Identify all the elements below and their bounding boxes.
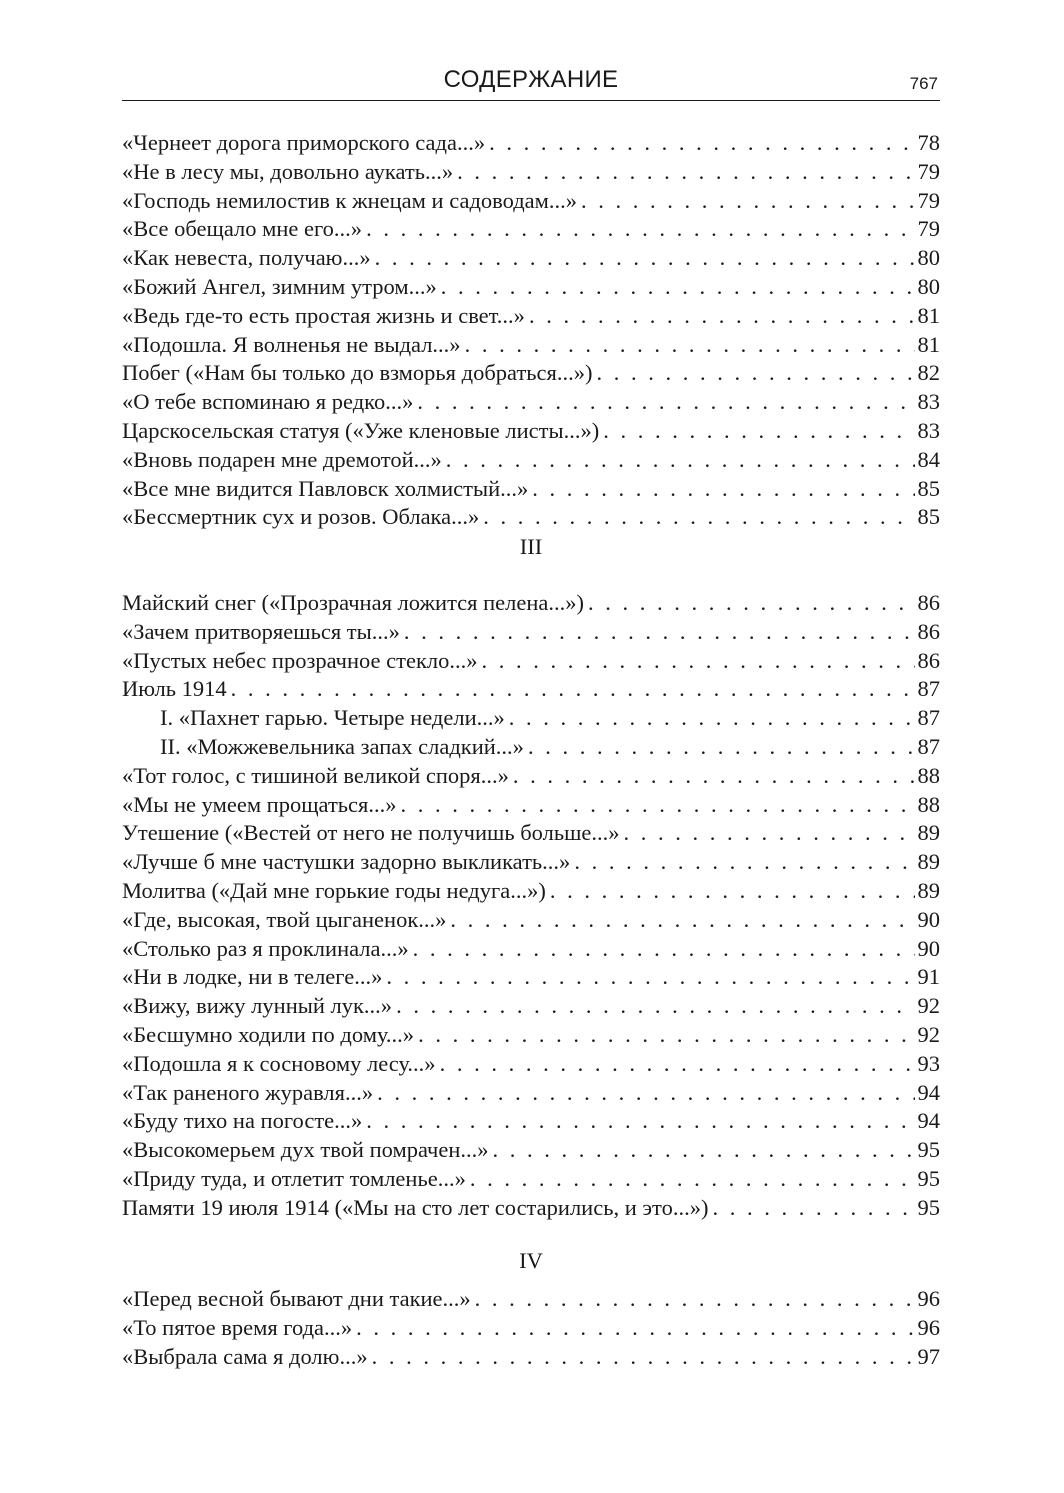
toc-entry-title: «Перед весной бывают дни такие...» [122,1286,471,1311]
toc-entry[interactable] [122,877,940,906]
toc-entry-page: 85 [917,475,940,501]
toc-entry[interactable] [122,302,940,331]
toc-entry-page: 86 [917,590,940,615]
toc-entry-page: 81 [917,302,940,328]
toc-entry-title: «Столько раз я проклинала...» [122,935,409,961]
toc-entry-page: 80 [917,273,940,299]
toc-entry-title: Майский снег («Прозрачная ложится пелена...») [122,590,585,615]
toc-entry-page: 96 [917,1314,940,1340]
toc-entry-title: «Господь немилостив к жнецам и садоводам...» [122,187,578,213]
leader-dots [581,187,914,216]
toc-subentry[interactable] [122,733,940,762]
section-heading-iii: III [519,534,543,559]
toc-entry-title: «О тебе вспоминаю я редко...» [122,389,414,415]
toc-entry[interactable] [122,129,940,158]
toc-entry[interactable] [122,963,940,992]
toc-entry-page: 79 [917,216,940,242]
toc-entry-title: «Бессмертник сух и розов. Облака...» [122,504,480,530]
toc-entry-title: Июль 1914 [122,676,227,702]
toc-entry-page: 86 [917,647,940,673]
toc-entry-page: 79 [917,158,940,184]
toc-entry-title: «Зачем притворяешься ты...» [122,618,400,644]
toc-entry-title: «Тот голос, с тишиной великой споря...» [122,762,509,788]
leader-dots [396,992,914,1021]
toc-entry-page: 94 [917,1108,940,1134]
toc-entry-page: 87 [917,676,940,702]
leader-dots [413,935,915,964]
leader-dots [624,819,915,848]
toc-entry-page: 86 [917,618,940,644]
toc-entry-title: Утешение («Вестей от него не получишь больше...» [122,820,620,846]
toc-entry-page: 89 [917,849,940,875]
toc-block-section-iii [122,589,940,1223]
toc-entry-page: 92 [917,1021,940,1047]
toc-entry-title: II. «Можжевельника запах сладкий...» [160,733,524,759]
toc-entry[interactable] [122,158,940,187]
toc-entry[interactable] [122,475,940,504]
toc-entry-title: Молитва («Дай мне горькие годы недуга...») [122,877,546,903]
toc-entry-title: I. «Пахнет гарью. Четыре недели...» [160,705,505,731]
running-header [122,62,940,101]
toc-entry[interactable] [122,388,940,417]
leader-dots [483,503,914,532]
toc-entry-page: 80 [917,245,940,271]
leader-dots [441,273,915,302]
toc-entry[interactable] [122,1021,940,1050]
toc-entry[interactable] [122,618,940,647]
toc-entry[interactable] [122,1050,940,1079]
leader-dots [603,417,914,446]
toc-entry[interactable] [122,848,940,877]
toc-entry[interactable] [122,331,940,360]
leader-dots [375,244,915,273]
toc-entry-page: 88 [917,762,940,788]
toc-entry-page: 89 [917,877,940,903]
leader-dots [231,675,915,704]
leader-dots [440,1050,915,1079]
toc-entry-title: «Не в лесу мы, довольно аукать...» [122,158,454,184]
toc-entry-page: 95 [917,1137,940,1163]
toc-entry[interactable] [122,446,940,475]
leader-dots [574,848,914,877]
toc-entry-title: «Мы не умеем прощаться...» [122,791,397,817]
running-header-title: СОДЕРЖАНИЕ [443,66,619,93]
toc-entry-page: 95 [917,1194,940,1220]
toc-entry-page: 90 [917,906,940,932]
toc-entry-page: 88 [917,791,940,817]
toc-entry[interactable] [122,906,940,935]
leader-dots [597,359,915,388]
toc-entry[interactable] [122,935,940,964]
toc-entry[interactable] [122,675,940,704]
leader-dots [509,704,915,733]
toc-entry-title: «Где, высокая, твой цыганенок...» [122,906,447,932]
toc-block-section-iv [122,1285,940,1371]
toc-entry-title: «То пятое время года...» [122,1314,353,1340]
toc-entry[interactable] [122,647,940,676]
toc-entry[interactable] [122,791,940,820]
toc-entry[interactable] [122,1107,940,1136]
toc-entry-title: «Подошла. Я волненья не выдал...» [122,331,461,357]
leader-dots [470,1165,915,1194]
toc-entry-title: Побег («Нам бы только до взморья добраться...») [122,360,593,386]
toc-entry-page: 94 [917,1079,940,1105]
toc-entry-title: «Как невеста, получаю...» [122,245,371,271]
toc-entry-page: 83 [917,417,940,443]
leader-dots [482,647,915,676]
toc-subentry[interactable] [122,704,940,733]
toc-entry-title: «Ни в лодке, ни в телеге...» [122,964,383,990]
toc-entry[interactable] [122,244,940,273]
toc-entry[interactable] [122,1314,940,1343]
leader-dots [513,762,915,791]
leader-dots [417,388,914,417]
page-number: 767 [909,74,938,93]
toc-entry-page: 90 [917,935,940,961]
toc-entry-page: 85 [917,504,940,530]
toc-entry-page: 81 [917,331,940,357]
toc-entry[interactable] [122,1136,940,1165]
toc-entry[interactable] [122,273,940,302]
leader-dots [366,1107,914,1136]
leader-dots [450,906,914,935]
toc-entry[interactable] [122,417,940,446]
toc-entry-page: 97 [917,1343,940,1369]
toc-entry-page: 84 [917,446,940,472]
toc-entry-page: 82 [917,360,940,386]
leader-dots [446,446,915,475]
toc-block-continued [122,129,940,532]
leader-dots [493,1136,915,1165]
leader-dots [386,963,914,992]
toc-entry[interactable] [122,359,940,388]
leader-dots [356,1314,914,1343]
toc-entry-title: «Бесшумно ходили по дому...» [122,1021,415,1047]
leader-dots [550,877,915,906]
leader-dots [404,618,915,647]
leader-dots [475,1285,915,1314]
leader-dots [366,215,914,244]
toc-entry-title: «Вновь подарен мне дремотой...» [122,446,442,472]
toc-entry-title: «Божий Ангел, зимним утром...» [122,273,437,299]
leader-dots [457,158,914,187]
leader-dots [489,129,914,158]
toc-entry[interactable] [122,819,940,848]
toc-entry[interactable] [122,1343,940,1372]
toc-entry[interactable] [122,589,940,618]
toc-entry-title: «Подошла я к сосновому лесу...» [122,1050,436,1076]
toc-entry-page: 89 [917,820,940,846]
toc-entry-page: 91 [917,964,940,990]
toc-entry-page: 96 [917,1286,940,1311]
toc-entry-page: 92 [917,993,940,1019]
toc-entry-title: Памяти 19 июля 1914 («Мы на сто лет состарились, и это...») [122,1194,709,1220]
toc-entry-page: 79 [917,187,940,213]
toc-entry[interactable] [122,503,940,532]
toc-entry-title: «Так раненого журавля...» [122,1079,374,1105]
toc-entry[interactable] [122,992,940,1021]
leader-dots [528,733,915,762]
toc-entry-title: «Высокомерьем дух твой помрачен...» [122,1137,489,1163]
toc-entry-title: «Ведь где-то есть простая жизнь и свет...» [122,302,525,328]
toc-entry[interactable] [122,187,940,216]
leader-dots [401,791,915,820]
leader-dots [418,1021,914,1050]
leader-dots [465,331,915,360]
toc-entry[interactable] [122,762,940,791]
toc-entry-page: 87 [917,705,940,731]
toc-entry-title: «Выбрала сама я долю...» [122,1343,368,1369]
toc-entry-title: Царскосельская статуя («Уже кленовые листы...») [122,417,600,443]
toc-entry[interactable] [122,1285,940,1314]
toc-entry-title: «Вижу, вижу лунный лук...» [122,993,393,1019]
section-heading-iv: IV [519,1248,543,1273]
toc-entry[interactable] [122,1165,940,1194]
toc-entry-page: 83 [917,389,940,415]
toc-entry[interactable] [122,215,940,244]
toc-entry-title: «Все обещало мне его...» [122,216,363,242]
toc-entry-title: «Приду туда, и отлетит томленье...» [122,1165,466,1191]
toc-entry-page: 78 [917,130,940,155]
leader-dots [532,475,914,504]
leader-dots [712,1194,914,1223]
leader-dots [529,302,915,331]
toc-entry-title: «Пустых небес прозрачное стекло...» [122,647,478,673]
toc-entry-title: «Лучше б мне частушки задорно выкликать...» [122,849,571,875]
toc-entry[interactable] [122,1079,940,1108]
toc-entry-page: 95 [917,1165,940,1191]
leader-dots [588,589,914,618]
leader-dots [372,1343,915,1372]
toc-entry-title: «Все мне видится Павловск холмистый...» [122,475,529,501]
toc-entry-page: 93 [917,1050,940,1076]
toc-entry-title: «Чернеет дорога приморского сада...» [122,130,486,155]
leader-dots [377,1079,914,1108]
toc-entry-page: 87 [917,733,940,759]
toc-entry[interactable] [122,1194,940,1223]
toc-entry-title: «Буду тихо на погосте...» [122,1108,363,1134]
